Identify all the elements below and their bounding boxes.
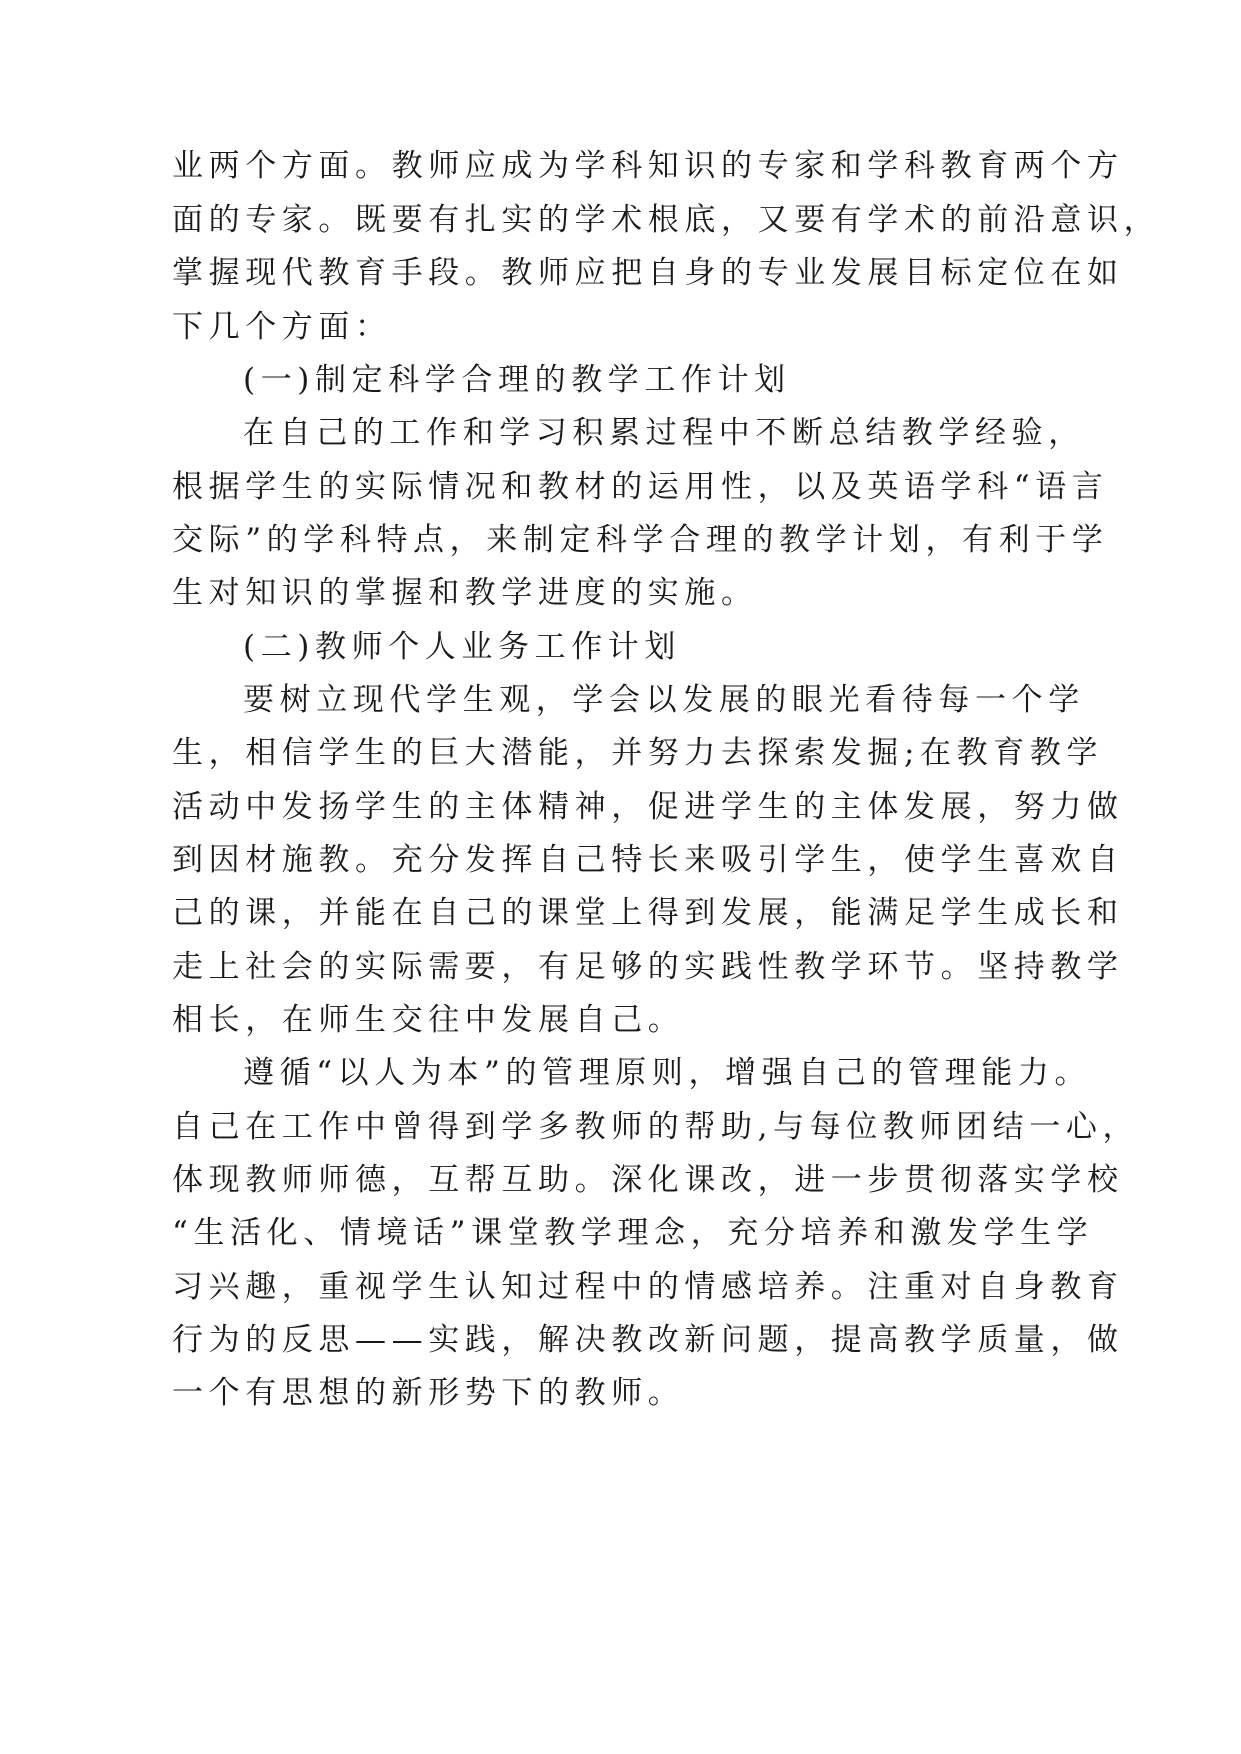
section-heading-2: (二)教师个人业务工作计划 (243, 629, 681, 665)
text-line: 在自己的工作和学习积累过程中不断总结教学经验， (243, 415, 1085, 451)
text-line: 相长，在师生交往中发展自己。 (172, 1002, 685, 1038)
text-line: 要树立现代学生观，学会以发展的眼光看待每一个学 (243, 682, 1085, 718)
text-line: 一个有思想的新形势下的教师。 (172, 1375, 685, 1411)
text-line: 生对知识的掌握和教学进度的实施。 (172, 575, 758, 611)
text-line: 交际”的学科特点，来制定科学合理的教学计划，有利于学 (172, 522, 1109, 558)
text-line: 业两个方面。教师应成为学科知识的专家和学科教育两个方 (172, 148, 1124, 184)
text-line: 生，相信学生的巨大潜能，并努力去探索发掘;在教育教学 (172, 735, 1104, 771)
text-line: 到因材施教。充分发挥自己特长来吸引学生，使学生喜欢自 (172, 842, 1124, 878)
text-line: 习兴趣，重视学生认知过程中的情感培养。注重对自身教育 (172, 1269, 1124, 1305)
text-line: 遵循“以人为本”的管理原则，增强自己的管理能力。 (243, 1055, 1092, 1091)
section-heading-1: (一)制定科学合理的教学工作计划 (243, 362, 791, 398)
text-line: 面的专家。既要有扎实的学术根底，又要有学术的前沿意识， (172, 202, 1161, 238)
text-line: 活动中发扬学生的主体精神，促进学生的主体发展，努力做 (172, 789, 1124, 825)
text-line: 自己在工作中曾得到学多教师的帮助,与每位教师团结一心， (172, 1109, 1140, 1145)
text-line: 己的课，并能在自己的课堂上得到发展，能满足学生成长和 (172, 895, 1124, 931)
text-line: 根据学生的实际情况和教材的运用性，以及英语学科“语言 (172, 469, 1109, 505)
text-line: 体现教师师德，互帮互助。深化课改，进一步贯彻落实学校 (172, 1162, 1124, 1198)
text-line: 行为的反思——实践，解决教改新问题，提高教学质量，做 (172, 1322, 1124, 1358)
text-line: “生活化、情境话”课堂教学理念，充分培养和激发学生学 (172, 1215, 1094, 1251)
text-line: 走上社会的实际需要，有足够的实践性教学环节。坚持教学 (172, 949, 1124, 985)
text-line: 下几个方面： (172, 309, 392, 345)
text-line: 掌握现代教育手段。教师应把自身的专业发展目标定位在如 (172, 255, 1124, 291)
